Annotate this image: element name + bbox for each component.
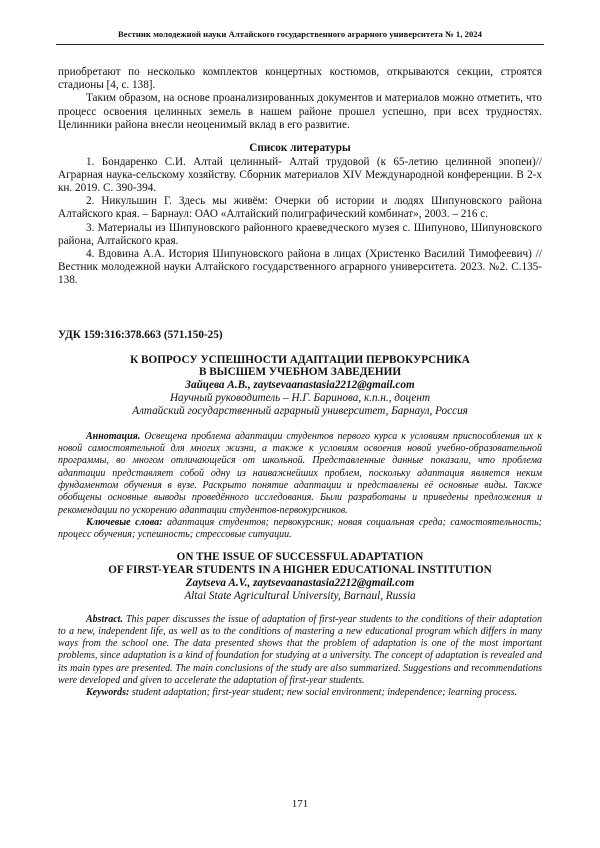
keywords-ru-label: Ключевые слова: (86, 516, 163, 528)
abstract-en-text: This paper discusses the issue of adaptation of first-year students to the conditions of their adaptation to a new, independent life, as well as to the conditions of mastering a new educational program which differs in many ways from the school one. The data presented shows that the problem of adaptation is one of the most important problems, since adaptation is a kind of foundation for studying at a university. The concept of adaptation is revealed and its main types are presented. The main conclusions of the study are also summarized. Suggestions and recommendations were developed and given to accelerate the adaptation of first-year students. (58, 613, 542, 687)
udc-code: УДК 159:316:378.663 (571.150-25) (58, 328, 223, 341)
affiliation-ru: Алтайский государственный аграрный университет, Барнаул, Россия (132, 404, 468, 417)
intro-paragraph-1: приобретают по несколько комплектов концертных костюмов, открываются секции, строятся стадионы [4, с. 138]. (58, 66, 542, 92)
reference-item-1: 1. Бондаренко С.И. Алтай целинный- Алтай трудовой (к 65-летию целинной эпопеи)// Аграрная наука-сельскому хозяйству. Сборник материалов XIV Международной конференции. В 2-х кн. 2019. С. 390-394. (58, 155, 542, 194)
intro-paragraph-2: Таким образом, на основе проанализированных документов и материалов можно отметить, что процесс освоения целинных земель в нашем районе прошел успешно, при всех трудностях. Целинники района внесли неоценимый вклад в его развитие. (58, 92, 542, 131)
abstract-en-label: Abstract. (86, 613, 123, 625)
reference-item-4: 4. Вдовина А.А. История Шипуновского района в лицах (Христенко Василий Тимофеевич) // Вестник молодежной науки Алтайского государственного аграрного университета. 2023. №2. С.135-138. (58, 247, 542, 287)
article-title-en (58, 551, 542, 576)
article-title-ru (58, 354, 542, 379)
abstract-ru-label: Аннотация. (86, 430, 141, 442)
keywords-en-text: student adaptation; first-year student; new social environment; independence; learning process. (129, 687, 518, 699)
author-en: Zaytseva A.V., zaytsevaanastasia2212@gmail.com (185, 576, 415, 589)
affiliation-en: Altai State Agricultural University, Barnaul, Russia (184, 589, 416, 602)
article-title-en-line-2: OF FIRST-YEAR STUDENTS IN A HIGHER EDUCATIONAL INSTITUTION (108, 564, 492, 576)
references-title: Список литературы (249, 142, 351, 155)
running-header: Вестник молодежной науки Алтайского государственного аграрного университета № 1, 2024 (117, 29, 483, 39)
abstract-ru-text: Освещена проблема адаптации студентов первого курса к условиям приспособления их к новой самостоятельной для многих жизни, а также к условиям освоения новой учебно-образовательной программы, во многом отличающейся от школьной. Представленные данные показали, что проблема адаптации представляет собой одну из наиважнейших проблем, поскольку адаптация является неким фундаментом обучения в вузе. Раскрыто понятие адаптации и представлены её основные виды. Также обобщены основные выводы проведённого исследования. Были разработаны и приведены предложения и рекомендации по ускорению адаптации студентов-первокурсников. (58, 430, 542, 516)
page-number: 171 (291, 798, 309, 810)
author-ru: Зайцева А.В., zaytsevaanastasia2212@gmail.com (185, 378, 415, 391)
keywords-en-label: Keywords: (86, 687, 130, 699)
article-title-en-line-1: ON THE ISSUE OF SUCCESSFUL ADAPTATION (176, 551, 424, 564)
header-rule (56, 44, 544, 45)
reference-item-3: 3. Материалы из Шипуновского районного краеведческого музея с. Шипуново, Шипуновского района, Алтайского края. (58, 221, 542, 247)
abstract-en (58, 614, 542, 688)
keywords-en (58, 687, 542, 699)
abstract-ru (58, 431, 542, 517)
keywords-ru-text: адаптация студентов; первокурсник; новая социальная среда; самостоятельность; процесс обучения; успешность; стрессовые ситуации. (58, 516, 542, 541)
supervisor-ru: Научный руководитель – Н.Г. Баринова, к.п.н., доцент (169, 391, 431, 404)
article-title-ru-line-2: В ВЫСШЕМ УЧЕБНОМ ЗАВЕДЕНИИ (198, 366, 402, 379)
reference-item-2: 2. Никульшин Г. Здесь мы живём: Очерки об истории и людях Шипуновского района Алтайского края. – Барнаул: ОАО «Алтайский полиграфический комбинат», 2003. – 216 с. (58, 195, 542, 221)
article-title-ru-line-1: К ВОПРОСУ УСПЕШНОСТИ АДАПТАЦИИ ПЕРВОКУРСНИКА (130, 353, 470, 366)
page-content (58, 66, 542, 700)
keywords-ru (58, 517, 542, 542)
